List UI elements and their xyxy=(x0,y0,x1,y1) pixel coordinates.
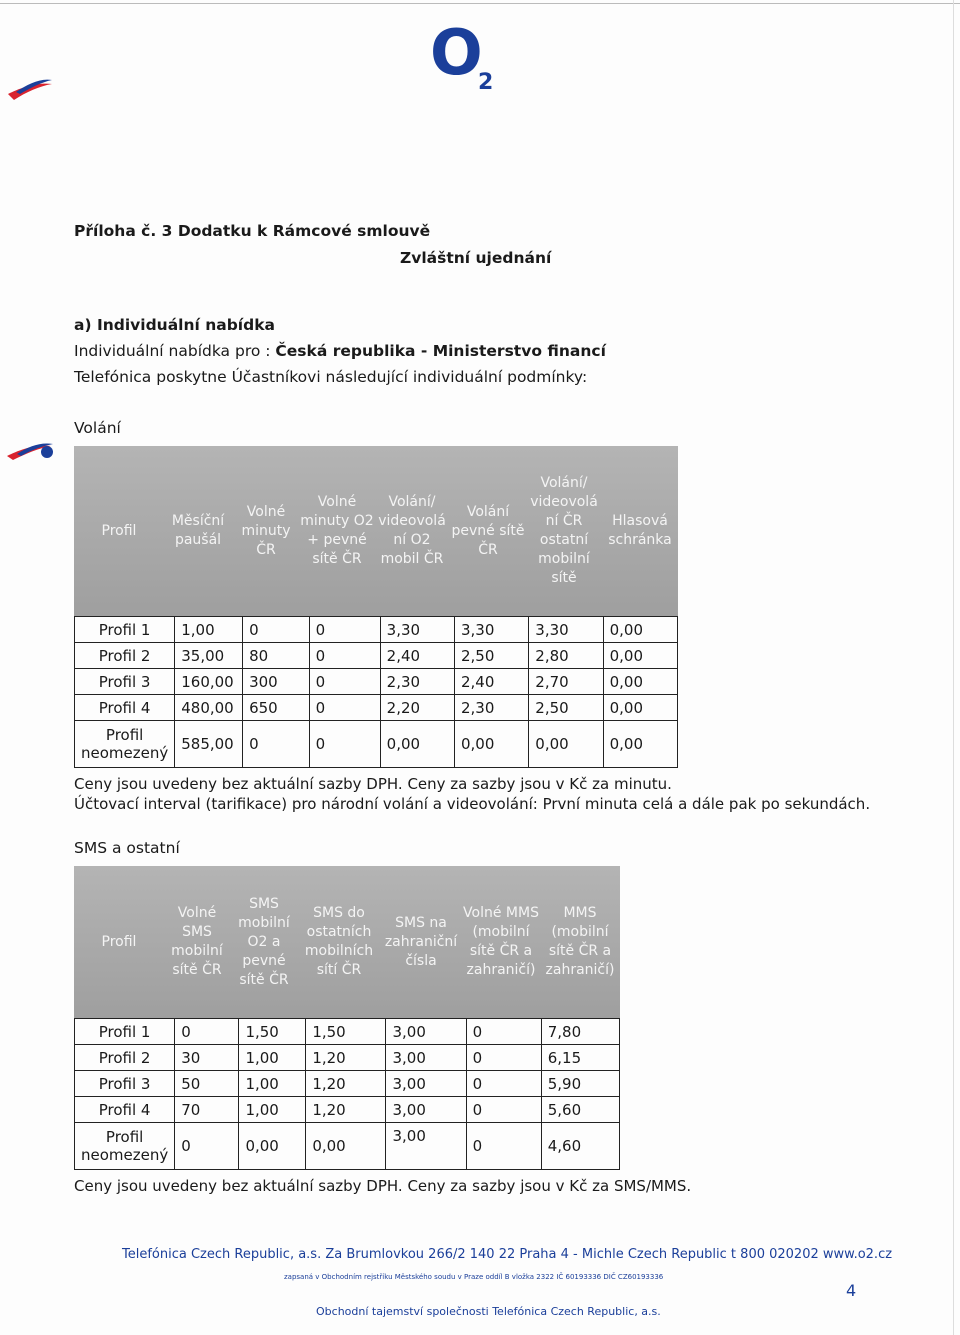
calls-table-header xyxy=(74,446,678,616)
table-cell: 7,80 xyxy=(541,1019,619,1045)
table-row xyxy=(75,1097,620,1123)
table-cell: Profil 4 xyxy=(75,695,175,721)
calls-section-label: Volání xyxy=(74,419,121,437)
table-cell: 1,20 xyxy=(306,1071,386,1097)
table-cell: 1,20 xyxy=(306,1097,386,1123)
table-cell: 1,20 xyxy=(306,1045,386,1071)
table-cell: 160,00 xyxy=(175,669,243,695)
table-cell: 0 xyxy=(466,1071,541,1097)
sms-header-cell: Volné SMS mobilní sítě ČR xyxy=(164,866,231,1018)
sms-header-cell: SMS do ostatních mobilních sítí ČR xyxy=(298,866,381,1018)
table-cell: 0 xyxy=(309,721,380,768)
table-cell: 2,70 xyxy=(529,669,603,695)
table-cell: Profil 4 xyxy=(75,1097,175,1123)
table-cell: 3,00 xyxy=(386,1019,466,1045)
table-row xyxy=(75,643,678,669)
sms-header-cell: Volné MMS (mobilní sítě ČR a zahraničí) xyxy=(462,866,541,1018)
right-edge-line xyxy=(953,0,954,1335)
flag-swoosh-icon xyxy=(5,436,55,462)
table-cell: 650 xyxy=(243,695,310,721)
footer-registration: zapsaná v Obchodním rejstříku Městského soudu v Praze oddíl B vložka 2322 IČ 60193336 DIČ CZ60193336 xyxy=(284,1273,664,1281)
table-cell: 0,00 xyxy=(306,1123,386,1170)
table-cell: 0 xyxy=(466,1019,541,1045)
table-cell: 80 xyxy=(243,643,310,669)
table-cell: 0,00 xyxy=(454,721,528,768)
table-cell: 0 xyxy=(243,721,310,768)
table-cell: 2,30 xyxy=(380,669,454,695)
table-cell: Profil 3 xyxy=(75,669,175,695)
table-cell: 1,50 xyxy=(306,1019,386,1045)
offer-intro: Telefónica poskytne Účastníkovi následující individuální podmínky: xyxy=(74,368,588,386)
table-cell: 3,00 xyxy=(386,1123,466,1170)
table-cell: 1,50 xyxy=(239,1019,306,1045)
table-row xyxy=(75,669,678,695)
footer-confidentiality: Obchodní tajemství společnosti Telefónica Czech Republic, a.s. xyxy=(316,1305,661,1318)
table-cell: 0 xyxy=(466,1097,541,1123)
table-cell: 3,30 xyxy=(454,617,528,643)
table-row xyxy=(75,1071,620,1097)
calls-header-cell: Volné minuty ČR xyxy=(232,446,301,616)
table-cell: 3,30 xyxy=(380,617,454,643)
table-row xyxy=(75,695,678,721)
sms-section-label: SMS a ostatní xyxy=(74,839,180,857)
table-cell: 0,00 xyxy=(603,695,677,721)
table-cell: 0,00 xyxy=(603,643,677,669)
table-cell: Profil neomezený xyxy=(75,721,175,768)
table-cell: 0 xyxy=(309,695,380,721)
sms-header-cell: MMS (mobilní sítě ČR a zahraničí) xyxy=(540,866,620,1018)
table-cell: 585,00 xyxy=(175,721,243,768)
table-row xyxy=(75,721,678,768)
table-row xyxy=(75,617,678,643)
annex-title: Příloha č. 3 Dodatku k Rámcové smlouvě xyxy=(74,222,431,240)
table-cell: 2,50 xyxy=(529,695,603,721)
table-cell: 0 xyxy=(175,1019,239,1045)
table-cell: Profil neomezený xyxy=(75,1123,175,1170)
sms-table xyxy=(74,1018,620,1170)
table-cell: 0,00 xyxy=(603,721,677,768)
table-cell: Profil 2 xyxy=(75,643,175,669)
table-cell: 0,00 xyxy=(603,617,677,643)
table-cell: 70 xyxy=(175,1097,239,1123)
sms-header-cell: SMS mobilní O2 a pevné sítě ČR xyxy=(230,866,299,1018)
table-cell: 2,80 xyxy=(529,643,603,669)
table-cell: 0 xyxy=(466,1123,541,1170)
table-cell: 4,60 xyxy=(541,1123,619,1170)
calls-header-cell: Volné minuty O2 + pevné sítě ČR xyxy=(300,446,375,616)
footer-company-address: Telefónica Czech Republic, a.s. Za Brumlovkou 266/2 140 22 Praha 4 - Michle Czech Republic t 800 020202 www.o2.cz xyxy=(122,1247,893,1262)
table-cell: Profil 1 xyxy=(75,1019,175,1045)
sms-header-cell: Profil xyxy=(74,866,165,1018)
table-row xyxy=(75,1019,620,1045)
table-cell: 30 xyxy=(175,1045,239,1071)
calls-header-cell: Volání pevné sítě ČR xyxy=(450,446,527,616)
calls-header-cell: Volání/ videovolá ní ČR ostatní mobilní sítě xyxy=(526,446,603,616)
calls-header-cell: Hlasová schránka xyxy=(602,446,678,616)
top-edge-line xyxy=(0,3,960,4)
table-cell: 2,50 xyxy=(454,643,528,669)
table-cell: Profil 1 xyxy=(75,617,175,643)
offer-prefix: Individuální nabídka pro : xyxy=(74,342,276,360)
table-cell: 0 xyxy=(309,643,380,669)
logo-subscript: 2 xyxy=(478,70,494,95)
table-cell: 5,60 xyxy=(541,1097,619,1123)
table-cell: 1,00 xyxy=(239,1071,306,1097)
table-cell: 3,00 xyxy=(386,1097,466,1123)
sms-table-header xyxy=(74,866,620,1018)
page-number: 4 xyxy=(846,1281,857,1300)
table-cell: 0 xyxy=(466,1045,541,1071)
table-cell: 3,00 xyxy=(386,1071,466,1097)
table-cell: 35,00 xyxy=(175,643,243,669)
table-cell: Profil 2 xyxy=(75,1045,175,1071)
sms-header-cell: SMS na zahraniční čísla xyxy=(380,866,463,1018)
table-cell: 1,00 xyxy=(239,1097,306,1123)
table-row xyxy=(75,1123,620,1170)
document-title: Zvláštní ujednání xyxy=(400,249,552,267)
calls-header-cell: Volání/ videovolá ní O2 mobil ČR xyxy=(374,446,451,616)
table-cell: 0 xyxy=(309,617,380,643)
logo-letter: O xyxy=(430,16,483,89)
table-cell: 1,00 xyxy=(239,1045,306,1071)
table-cell: 6,15 xyxy=(541,1045,619,1071)
offer-line xyxy=(74,342,606,360)
table-cell: 0 xyxy=(243,617,310,643)
table-cell: 3,30 xyxy=(529,617,603,643)
table-cell: 2,40 xyxy=(380,643,454,669)
table-cell: Profil 3 xyxy=(75,1071,175,1097)
table-cell: 50 xyxy=(175,1071,239,1097)
table-cell: 0,00 xyxy=(529,721,603,768)
table-cell: 0,00 xyxy=(239,1123,306,1170)
calls-table xyxy=(74,616,678,768)
calls-note-vat: Ceny jsou uvedeny bez aktuální sazby DPH. Ceny za sazby jsou v Kč za minutu. xyxy=(74,775,672,793)
table-cell: 2,40 xyxy=(454,669,528,695)
calls-header-cell: Profil xyxy=(74,446,165,616)
table-cell: 480,00 xyxy=(175,695,243,721)
section-a-title: a) Individuální nabídka xyxy=(74,316,275,334)
calls-header-cell: Měsíční paušál xyxy=(164,446,233,616)
table-cell: 300 xyxy=(243,669,310,695)
table-cell: 3,00 xyxy=(386,1045,466,1071)
table-cell: 0,00 xyxy=(603,669,677,695)
calls-note-billing: Účtovací interval (tarifikace) pro národní volání a videovolání: První minuta celá a dále pak po sekundách. xyxy=(74,795,871,813)
table-cell: 2,30 xyxy=(454,695,528,721)
table-cell: 5,90 xyxy=(541,1071,619,1097)
table-cell: 0 xyxy=(175,1123,239,1170)
o2-logo xyxy=(430,16,500,98)
table-cell: 0 xyxy=(309,669,380,695)
sms-note-vat: Ceny jsou uvedeny bez aktuální sazby DPH. Ceny za sazby jsou v Kč za SMS/MMS. xyxy=(74,1177,692,1195)
table-row xyxy=(75,1045,620,1071)
table-cell: 1,00 xyxy=(175,617,243,643)
offer-recipient: Česká republika - Ministerstvo financí xyxy=(275,342,606,360)
table-cell: 2,20 xyxy=(380,695,454,721)
flag-swoosh-icon xyxy=(6,72,56,102)
table-cell: 0,00 xyxy=(380,721,454,768)
